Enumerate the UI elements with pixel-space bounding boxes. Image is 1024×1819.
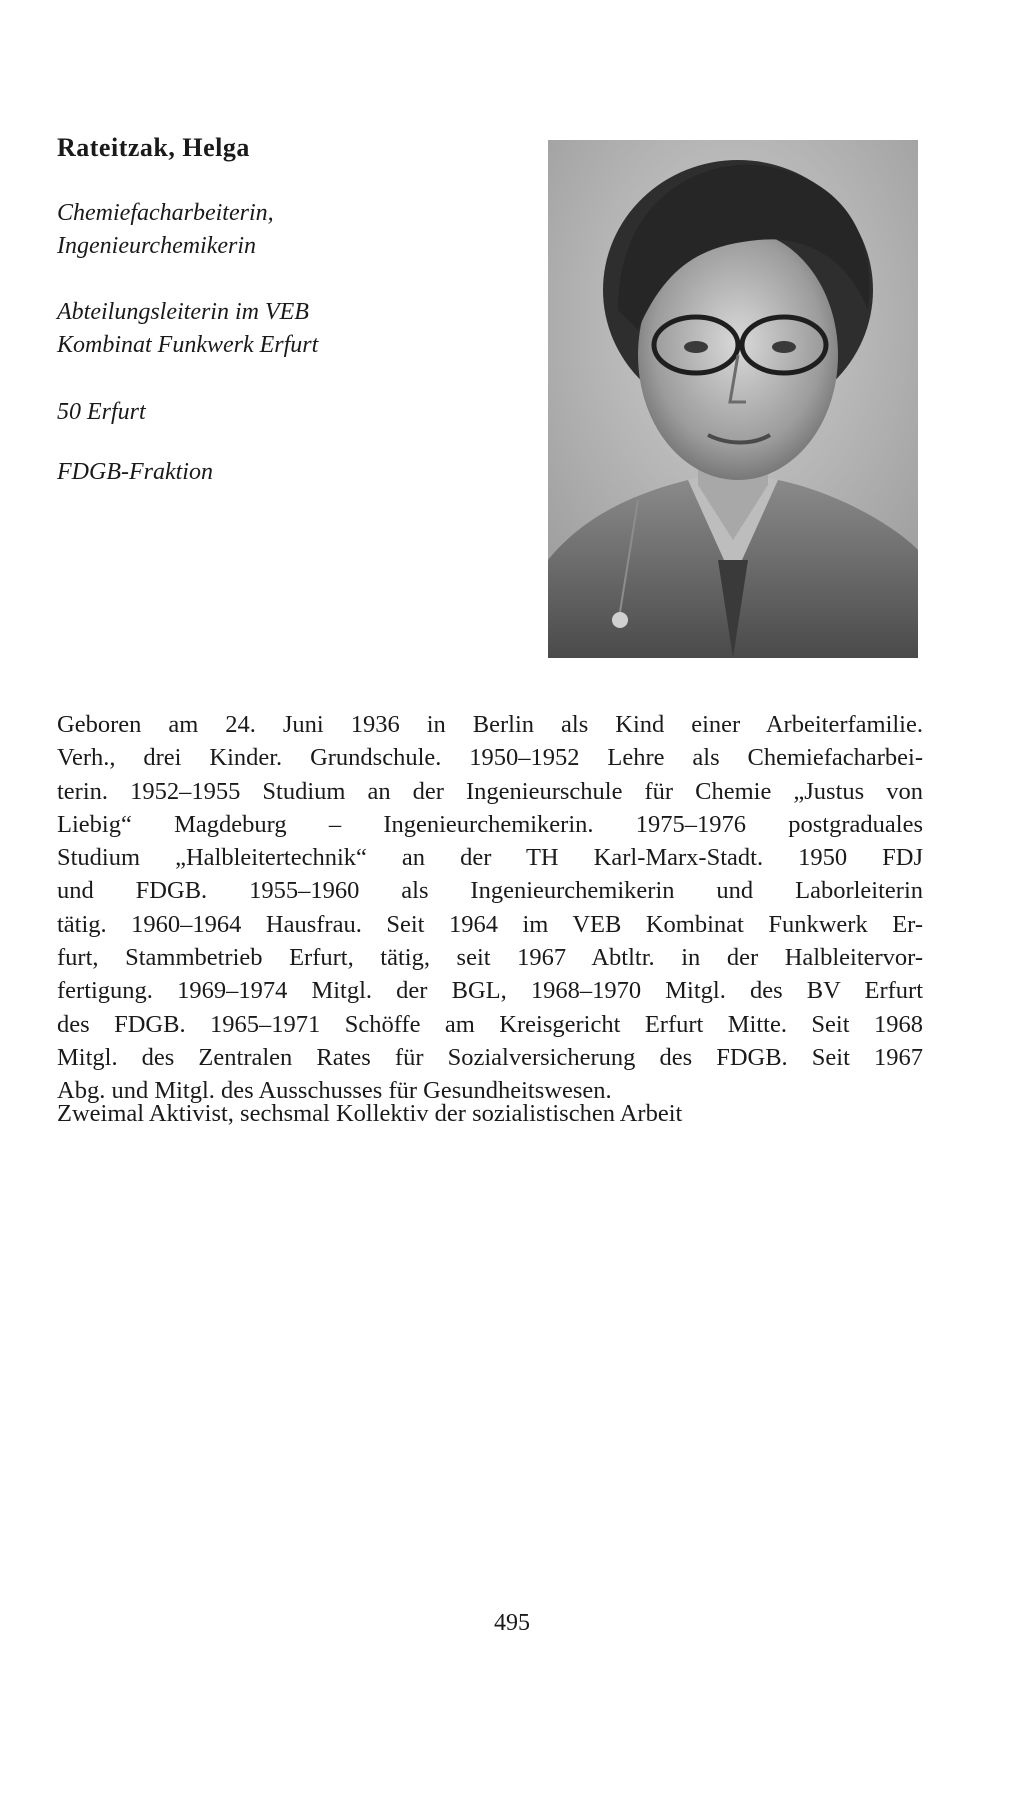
bio-line: Studium „Halbleitertechnik“ an der TH Karl-Marx-Stadt. 1950 FDJ: [57, 844, 923, 872]
profession-line: Chemiefacharbeiterin,: [57, 200, 274, 226]
bio-line: fertigung. 1969–1974 Mitgl. der BGL, 1968–1970 Mitgl. des BV Erfurt: [57, 977, 923, 1005]
bio-line: Mitgl. des Zentralen Rates für Sozialversicherung des FDGB. Seit 1967: [57, 1043, 923, 1071]
awards: Zweimal Aktivist, sechsmal Kollektiv der sozialistischen Arbeit: [57, 1100, 683, 1127]
portrait-photo: [548, 140, 918, 658]
bio-line: und FDGB. 1955–1960 als Ingenieurchemikerin und Laborleiterin: [57, 877, 923, 905]
position-line: Kombinat Funkwerk Erfurt: [57, 332, 319, 358]
bio-line: Geboren am 24. Juni 1936 in Berlin als Kind einer Arbeiterfamilie.: [57, 711, 923, 738]
bio-line: terin. 1952–1955 Studium an der Ingenieurschule für Chemie „Justus von: [57, 777, 923, 805]
bio-line: Abg. und Mitgl. des Ausschusses für Gesundheitswesen.: [57, 1077, 612, 1105]
position-line: Abteilungsleiterin im VEB: [57, 299, 309, 325]
biography-text: [57, 708, 923, 1108]
bio-line: tätig. 1960–1964 Hausfrau. Seit 1964 im VEB Kombinat Funkwerk Er-: [57, 910, 923, 938]
portrait-icon: [548, 140, 918, 658]
bio-line: Verh., drei Kinder. Grundschule. 1950–1952 Lehre als Chemiefacharbei-: [57, 744, 923, 772]
bio-line: furt, Stammbetrieb Erfurt, tätig, seit 1967 Abtltr. in der Halbleitervor-: [57, 944, 923, 972]
position: [57, 296, 318, 362]
page-number: 495: [494, 1610, 530, 1636]
faction: FDGB-Fraktion: [57, 459, 213, 485]
profession-line: Ingenieurchemikerin: [57, 233, 257, 259]
profession: [57, 197, 274, 263]
person-name: Rateitzak, Helga: [57, 133, 250, 162]
bio-line: des FDGB. 1965–1971 Schöffe am Kreisgericht Erfurt Mitte. Seit 1968: [57, 1010, 923, 1038]
constituency: 50 Erfurt: [57, 399, 146, 425]
bio-line: Liebig“ Magdeburg – Ingenieurchemikerin. 1975–1976 postgraduales: [57, 810, 923, 838]
